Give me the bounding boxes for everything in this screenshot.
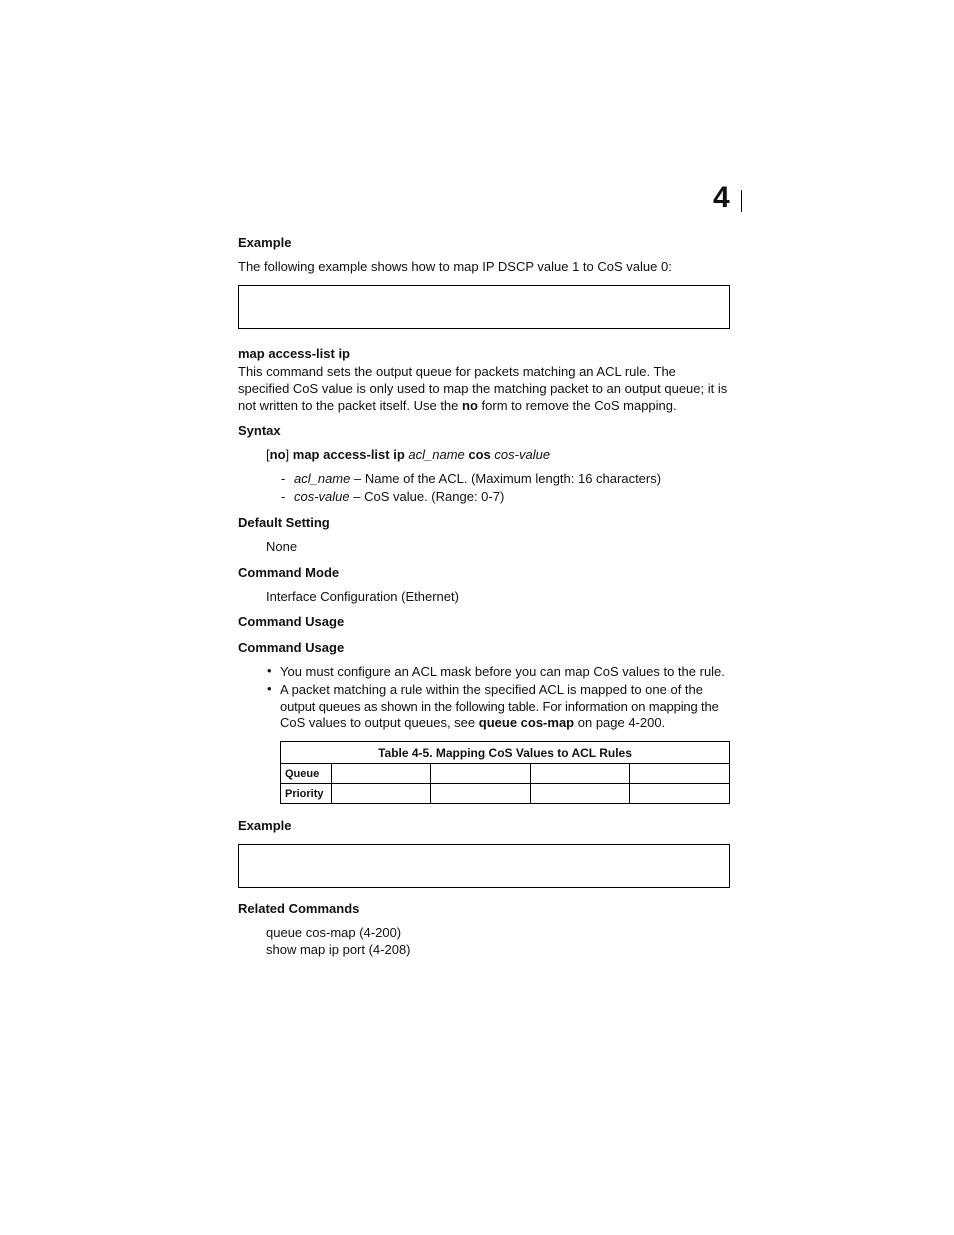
param-name: cos-value [294, 489, 350, 504]
command-description-text: This command sets the output queue for packets matching an ACL rule. The specified CoS value is only used to map the matching packet to an output queue; it is not written to the packet itself. Use the [238, 364, 728, 413]
example-text: The following example shows how to map IP DSCP value 1 to CoS value 0: [238, 259, 672, 274]
related-command-item: show map ip port (4-208) [266, 942, 411, 957]
syntax-cos-param: cos-value [494, 447, 551, 462]
param-dash: - [281, 471, 286, 486]
related-commands-heading: Related Commands [238, 901, 360, 916]
syntax-bracket-close: ] [285, 447, 290, 462]
table-cell [332, 764, 431, 784]
bullet-text-link: queue cos-map [478, 715, 575, 730]
param-desc: – Name of the ACL. (Maximum length: 16 characters) [354, 471, 662, 486]
syntax-no: no [269, 447, 286, 462]
command-usage-heading: Command Usage [238, 614, 345, 629]
default-setting-value: None [266, 539, 298, 554]
bullet-mark: • [267, 681, 272, 696]
bullet-mark: • [267, 663, 272, 678]
command-title: map access-list ip [238, 346, 350, 361]
command-mode-heading: Command Mode [238, 565, 340, 580]
table-caption-row [281, 742, 730, 764]
bullet-text-line: output queues as shown in the following table. For information on mapping the [280, 699, 719, 714]
table-cell [332, 784, 431, 804]
param-item [294, 470, 661, 487]
syntax-line [266, 446, 550, 463]
table-cell [530, 784, 629, 804]
bullet-text: You must configure an ACL mask before you can map CoS values to the rule. [280, 664, 725, 679]
command-usage-heading: Command Usage [238, 640, 345, 655]
table-cell [630, 764, 730, 784]
bullet-text-line: A packet matching a rule within the specified ACL is mapped to one of the [280, 682, 703, 697]
table-cell [431, 784, 530, 804]
chapter-rule [741, 190, 742, 212]
table-cell [530, 764, 629, 784]
table-row [281, 784, 730, 804]
example-code-box [238, 285, 730, 329]
table-cell [630, 784, 730, 804]
related-command-item: queue cos-map (4-200) [266, 925, 402, 940]
syntax-cos: cos [468, 447, 491, 462]
command-description-no: no [462, 398, 478, 413]
default-setting-heading: Default Setting [238, 515, 330, 530]
chapter-number: 4 [713, 181, 730, 214]
example-heading: Example [238, 235, 292, 250]
syntax-cmd: map access-list ip [292, 447, 405, 462]
table-row-label: Queue [281, 764, 332, 784]
syntax-heading: Syntax [238, 423, 281, 438]
cos-acl-table [280, 741, 730, 804]
command-description-end: form to remove the CoS mapping. [481, 398, 677, 413]
bullet-text-line [280, 714, 665, 731]
syntax-bracket-open: [ [266, 447, 270, 462]
syntax-acl-param: acl_name [408, 447, 465, 462]
param-name: acl_name [294, 471, 351, 486]
example-heading: Example [238, 818, 292, 833]
command-mode-value: Interface Configuration (Ethernet) [266, 589, 459, 604]
table-row-label: Priority [281, 784, 332, 804]
table-caption: Table 4-5. Mapping CoS Values to ACL Rules [281, 742, 730, 764]
example-code-box [238, 844, 730, 888]
bullet-text-segment: CoS values to output queues, see [280, 715, 476, 730]
table-row [281, 764, 730, 784]
param-desc: – CoS value. (Range: 0-7) [353, 489, 505, 504]
param-item [294, 488, 504, 505]
table-cell [431, 764, 530, 784]
bullet-text-segment: on page 4-200. [577, 715, 666, 730]
command-description [238, 363, 730, 414]
param-dash: - [281, 489, 286, 504]
